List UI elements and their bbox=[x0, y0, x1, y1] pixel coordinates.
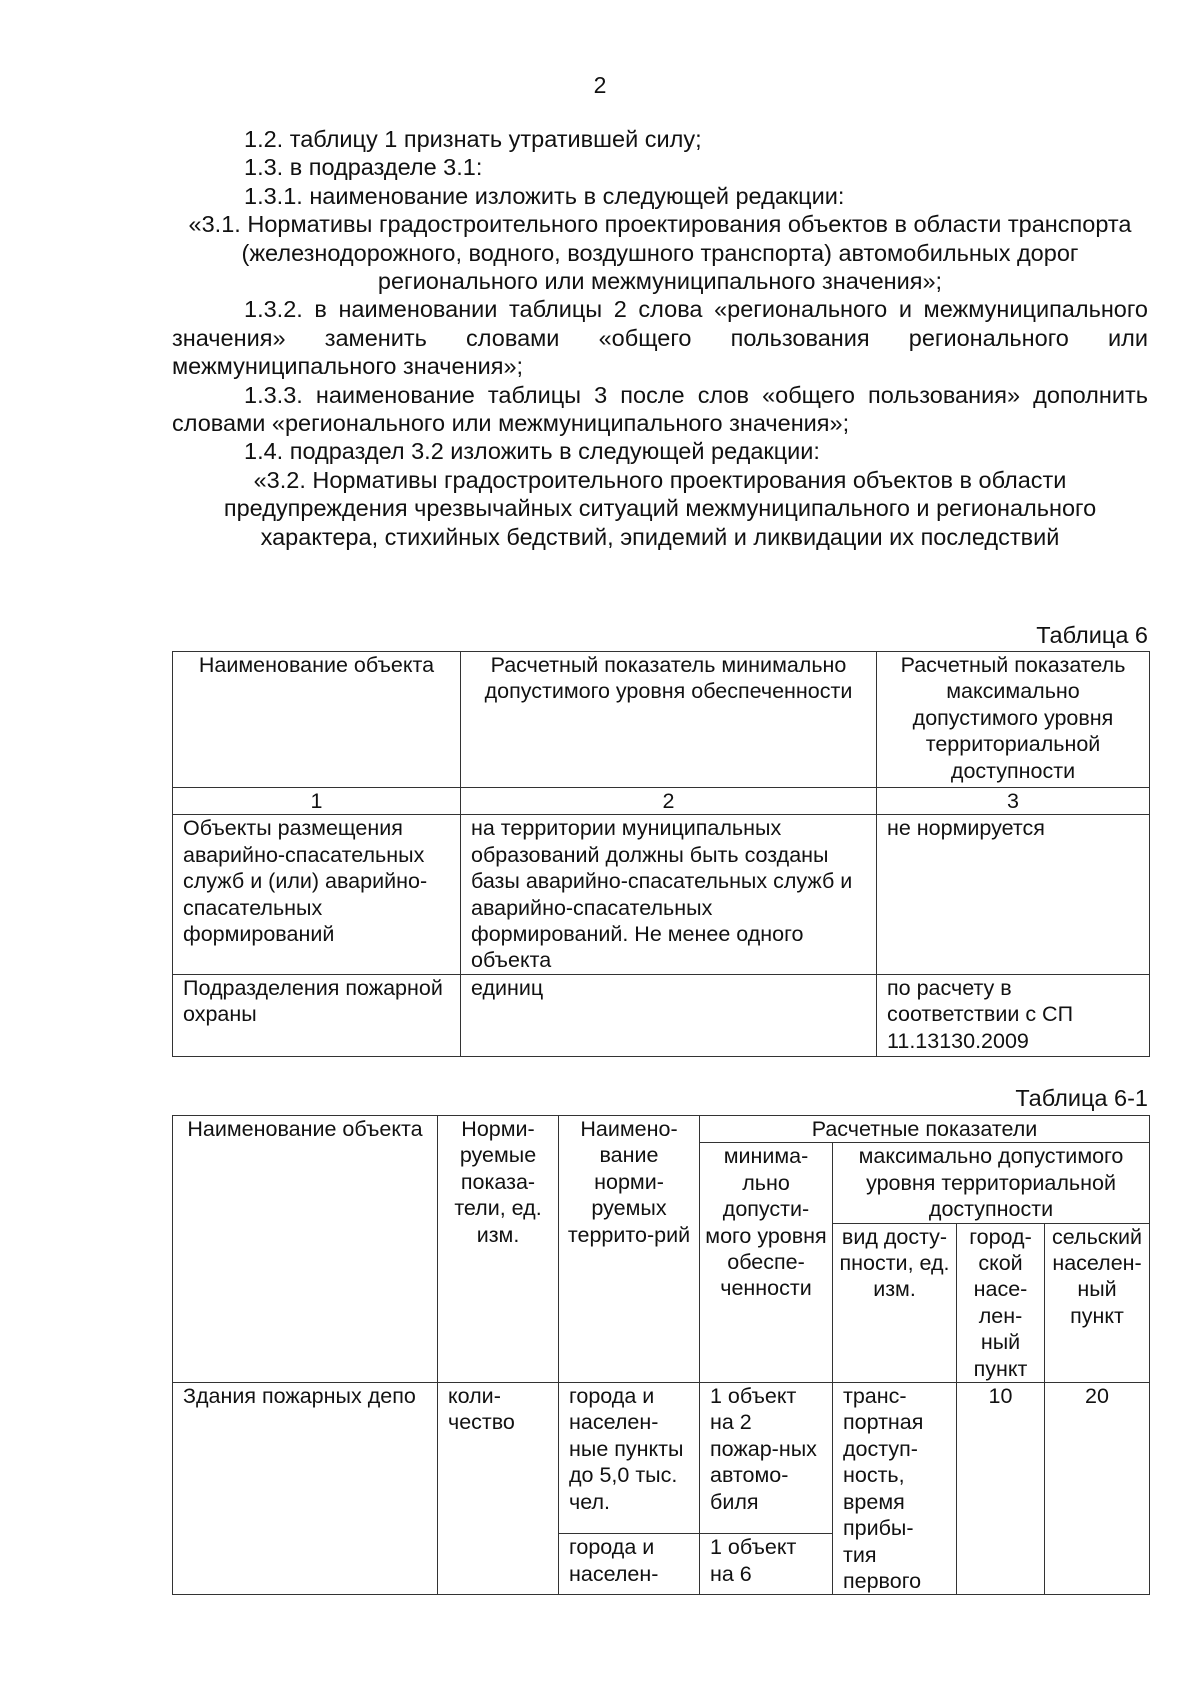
table-6-1-caption: Таблица 6-1 bbox=[1015, 1085, 1148, 1111]
paragraph-1-2: 1.2. таблицу 1 признать утратившей силу; bbox=[244, 126, 702, 152]
table-cell: 10 bbox=[957, 1383, 1045, 1595]
table-cell: Здания пожарных депо bbox=[173, 1383, 438, 1595]
table-6-1-header-row-1 bbox=[173, 1116, 1150, 1143]
paragraph-1-3-2: 1.3.2. в наименовании таблицы 2 слова «регионального и межмуниципального значения» заменить словами «общего пользования регионального или межмуниципального значения»; bbox=[172, 296, 1148, 380]
table-cell: коли-чество bbox=[438, 1383, 559, 1595]
table-6-1 bbox=[172, 1115, 1150, 1595]
table-header-cell: Расчетный показатель максимально допустимого уровня территориальной доступности bbox=[877, 652, 1150, 788]
table-6-number-row bbox=[173, 788, 1150, 815]
body-text bbox=[172, 125, 1148, 551]
table-header-cell: вид досту-пности, ед. изм. bbox=[833, 1223, 957, 1382]
paragraph-1-3: 1.3. в подразделе 3.1: bbox=[244, 154, 483, 181]
table-cell: 1 объект на 2 пожар-ных автомо-биля bbox=[700, 1383, 833, 1534]
table-header-cell: Расчетный показатель минимально допустимого уровня обеспеченности bbox=[461, 652, 877, 788]
column-number-cell: 3 bbox=[877, 788, 1150, 815]
table-cell: транс-портная доступ-ность, время прибы-тия первого bbox=[833, 1383, 957, 1595]
table-row bbox=[173, 815, 1150, 974]
table-6-header-row bbox=[173, 652, 1150, 788]
table-cell: города и населен- bbox=[559, 1534, 700, 1595]
table-header-cell: Наименование объекта bbox=[173, 1116, 438, 1383]
column-number-cell: 1 bbox=[173, 788, 461, 815]
table-6 bbox=[172, 651, 1150, 1057]
table-header-cell: город-ской насе-лен-ный пункт bbox=[957, 1223, 1045, 1382]
column-number-cell: 2 bbox=[461, 788, 877, 815]
table-6-caption: Таблица 6 bbox=[1036, 622, 1148, 648]
paragraph-1-4: 1.4. подраздел 3.2 изложить в следующей редакции: bbox=[244, 438, 820, 465]
table-header-cell: максимально допустимого уровня территориальной доступности bbox=[833, 1143, 1150, 1223]
table-cell: единиц bbox=[461, 974, 877, 1056]
table-header-cell: минима-льно допусти-мого уровня обеспе-ченности bbox=[700, 1143, 833, 1383]
page-number: 2 bbox=[593, 72, 607, 98]
table-header-cell: сельский населен-ный пункт bbox=[1045, 1223, 1150, 1382]
table-cell: города и населен-ные пункты до 5,0 тыс. чел. bbox=[559, 1383, 700, 1534]
paragraph-1-3-3: 1.3.3. наименование таблицы 3 после слов «общего пользования» дополнить словами «регионального или межмуниципального значения»; bbox=[172, 381, 1148, 437]
table-cell: Объекты размещения аварийно-спасательных служб и (или) аварийно-спасательных формирований bbox=[173, 815, 461, 974]
section-3-1-title: «3.1. Нормативы градостроительного проектирования объектов в области транспорта (железнодорожного, водного, воздушного транспорта) автомобильных дорог регионального или межмуниципального значения»; bbox=[188, 211, 1132, 295]
table-header-cell: Норми-руемые показа-тели, ед. изм. bbox=[438, 1116, 559, 1383]
table-header-cell: Наименование объекта bbox=[173, 652, 461, 788]
section-3-2-title: «3.2. Нормативы градостроительного проектирования объектов в области предупреждения чрезвычайных ситуаций межмуниципального и регионального характера, стихийных бедствий, эпидемий и ликвидации их последствий bbox=[223, 466, 1097, 550]
table-cell: по расчету в соответствии с СП 11.13130.2009 bbox=[877, 974, 1150, 1056]
table-cell: Подразделения пожарной охраны bbox=[173, 974, 461, 1056]
table-cell: не нормируется bbox=[877, 815, 1150, 974]
table-header-cell: Наимено-вание норми-руемых террито-рий bbox=[559, 1116, 700, 1383]
table-cell: 1 объект на 6 bbox=[700, 1534, 833, 1595]
table-cell: 20 bbox=[1045, 1383, 1150, 1595]
paragraph-1-3-1: 1.3.1. наименование изложить в следующей редакции: bbox=[244, 182, 845, 209]
table-cell: на территории муниципальных образований должны быть созданы базы аварийно-спасательных служб и аварийно-спасательных формирований. Не менее одного объекта bbox=[461, 815, 877, 974]
table-header-cell: Расчетные показатели bbox=[700, 1116, 1150, 1143]
table-row bbox=[173, 1383, 1150, 1534]
table-row bbox=[173, 974, 1150, 1056]
